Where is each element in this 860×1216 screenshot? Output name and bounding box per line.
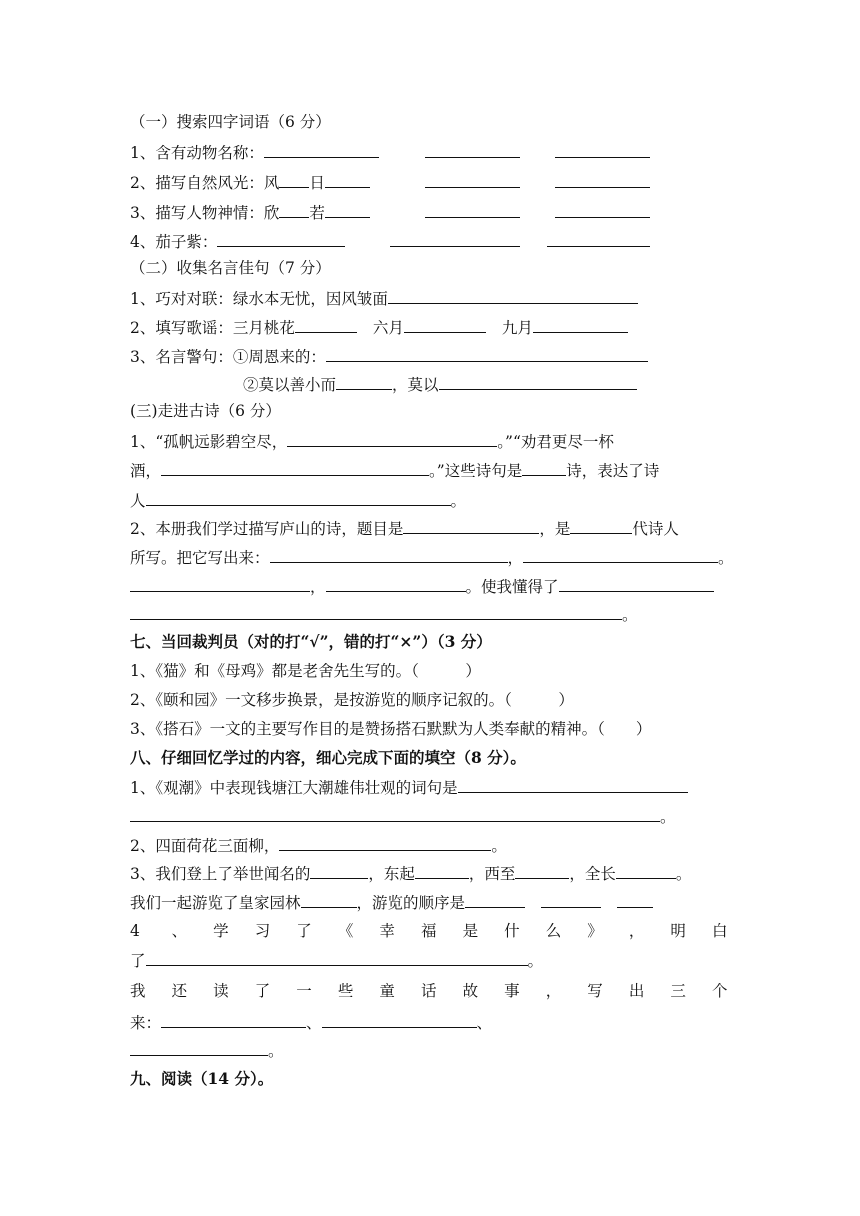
blank[interactable] [547,231,650,247]
blank[interactable] [388,288,638,304]
justified-char: 故 [462,982,479,1000]
justified-char: 、 [171,922,188,940]
blank[interactable] [555,172,650,188]
justified-char: 学 [213,922,229,940]
blank[interactable] [279,835,491,851]
blank[interactable] [130,1040,268,1056]
justified-char: 个 [712,982,728,1000]
sec3-l4: 2、本册我们学过描写庐山的诗，题目是 ，是 代诗人 [130,520,679,538]
blank[interactable] [287,431,497,447]
sec7-q1: 1、《猫》和《母鸡》都是老舍先生写的。（ ） [130,662,481,680]
blank[interactable] [403,518,539,534]
sec3-l3: 人 。 [130,492,467,510]
blank[interactable] [439,374,637,390]
justified-char: 三 [670,982,686,1000]
sec3-l7: 。 [130,604,638,625]
justified-char: 出 [628,982,645,1000]
justified-char: 4 [130,922,140,940]
blank[interactable] [161,460,429,476]
justified-char: 福 [421,922,437,940]
sec2-q3: 3、名言警句：①周恩来的： [130,346,648,367]
blank[interactable] [322,1012,477,1028]
blank[interactable] [146,490,451,506]
blank[interactable] [522,460,566,476]
blank[interactable] [465,892,525,908]
blank[interactable] [336,374,392,390]
blank[interactable] [617,892,653,908]
blank[interactable] [555,202,650,218]
section-7-title: 七、当回裁判员（对的打“√”，错的打“×”）（3 分） [130,632,492,651]
blank[interactable] [404,317,486,333]
sec8-l9: 来： 、 、 [130,1014,493,1032]
justified-char: 了 [254,982,271,1000]
section-2-title: （二）收集名言佳句（7 分） [130,259,331,277]
blank[interactable] [279,172,309,188]
blank[interactable] [295,317,357,333]
blank[interactable] [325,172,370,188]
blank[interactable] [425,172,520,188]
blank[interactable] [533,317,628,333]
justified-char: 明 [670,922,686,940]
sec7-q3: 3、《搭石》一文的主要写作目的是赞扬搭石默默为人类奉献的精神。（ ） [130,720,652,738]
justified-char: 了 [296,922,312,940]
justified-char: 什 [504,922,520,940]
blank[interactable] [541,892,601,908]
sec2-q3b: ②莫以善小而 ，莫以 [243,374,637,395]
sec3-l6: ， 。使我懂得了 [130,576,714,597]
blank[interactable] [130,604,622,620]
justified-char: 还 [171,982,188,1000]
blank[interactable] [161,1012,306,1028]
blank[interactable] [130,806,660,822]
blank[interactable] [458,777,688,793]
sec3-l1: 1、“孤帆远影碧空尽， 。”“劝君更尽一杯 [130,433,614,451]
blank[interactable] [325,202,370,218]
blank[interactable] [130,576,310,592]
sec8-l7: 了 。 [130,952,544,970]
sec3-l2: 酒， 。”这些诗句是 诗，表达了诗 [130,462,660,480]
justified-char: 话 [421,982,437,1000]
blank[interactable] [279,202,309,218]
blank[interactable] [425,202,520,218]
justified-char: 事 [504,982,520,1000]
blank[interactable] [326,576,466,592]
sec8-l3: 2、四面荷花三面柳， 。 [130,837,507,855]
justified-char: 读 [213,982,229,1000]
justified-char: 习 [254,922,271,940]
blank[interactable] [415,863,469,879]
justified-char: 《 [337,922,354,940]
sec8-l1: 1、《观潮》中表现钱塘江大潮雄伟壮观的词句是 [130,777,688,798]
blank[interactable] [264,142,379,158]
blank[interactable] [555,142,650,158]
justified-char: 幸 [379,922,395,940]
blank[interactable] [310,863,368,879]
sec7-q2: 2、《颐和园》一文移步换景，是按游览的顺序记叙的。（ ） [130,691,574,709]
sec2-q1: 1、巧对对联：绿水本无忧，因风皱面 [130,288,638,309]
sec8-l5: 我们一起游览了皇家园林 ，游览的顺序是 [130,892,653,913]
sec8-l4: 3、我们登上了举世闻名的 ，东起 ，西至 ，全长 。 [130,865,692,883]
sec3-l5: 所写。把它写出来： ， 。 [130,549,734,567]
justified-char: 白 [712,922,728,940]
justified-char: 》 [587,922,603,940]
justified-char: 我 [130,982,146,1000]
blank[interactable] [217,231,345,247]
sec1-q1: 1、含有动物名称： [130,142,379,163]
justified-char: 童 [379,982,395,1000]
justified-char: ， [545,982,562,1000]
blank[interactable] [326,346,648,362]
blank[interactable] [570,518,632,534]
sec1-q2: 2、描写自然风光：风 日 [130,172,370,193]
blank[interactable] [515,863,569,879]
blank[interactable] [390,231,520,247]
justified-char: 些 [337,982,354,1000]
justified-char: 一 [296,982,312,1000]
sec1-q4: 4、茄子紫： [130,231,345,252]
sec1-q3: 3、描写人物神情：欣 若 [130,202,370,223]
justified-char: ， [628,922,645,940]
justified-char: 么 [545,922,562,940]
blank[interactable] [616,863,676,879]
blank[interactable] [301,892,357,908]
blank[interactable] [523,547,718,563]
section-8-title: 八、仔细回忆学过的内容，细心完成下面的填空（8 分）。 [130,748,526,767]
section-3-title: (三)走进古诗（6 分） [130,402,281,420]
blank[interactable] [270,547,508,563]
sec2-q2: 2、填写歌谣：三月桃花 六月 九月 [130,317,628,338]
blank[interactable] [559,576,714,592]
sec8-l2: 。 [130,806,676,827]
blank[interactable] [146,950,528,966]
section-1-title: （一）搜索四字词语（6 分） [130,113,331,131]
justified-char: 写 [587,982,603,1000]
sec8-l10: 。 [130,1040,284,1061]
section-9-title: 九、阅读（14 分）。 [130,1069,274,1088]
justified-char: 是 [462,922,479,940]
blank[interactable] [425,142,520,158]
